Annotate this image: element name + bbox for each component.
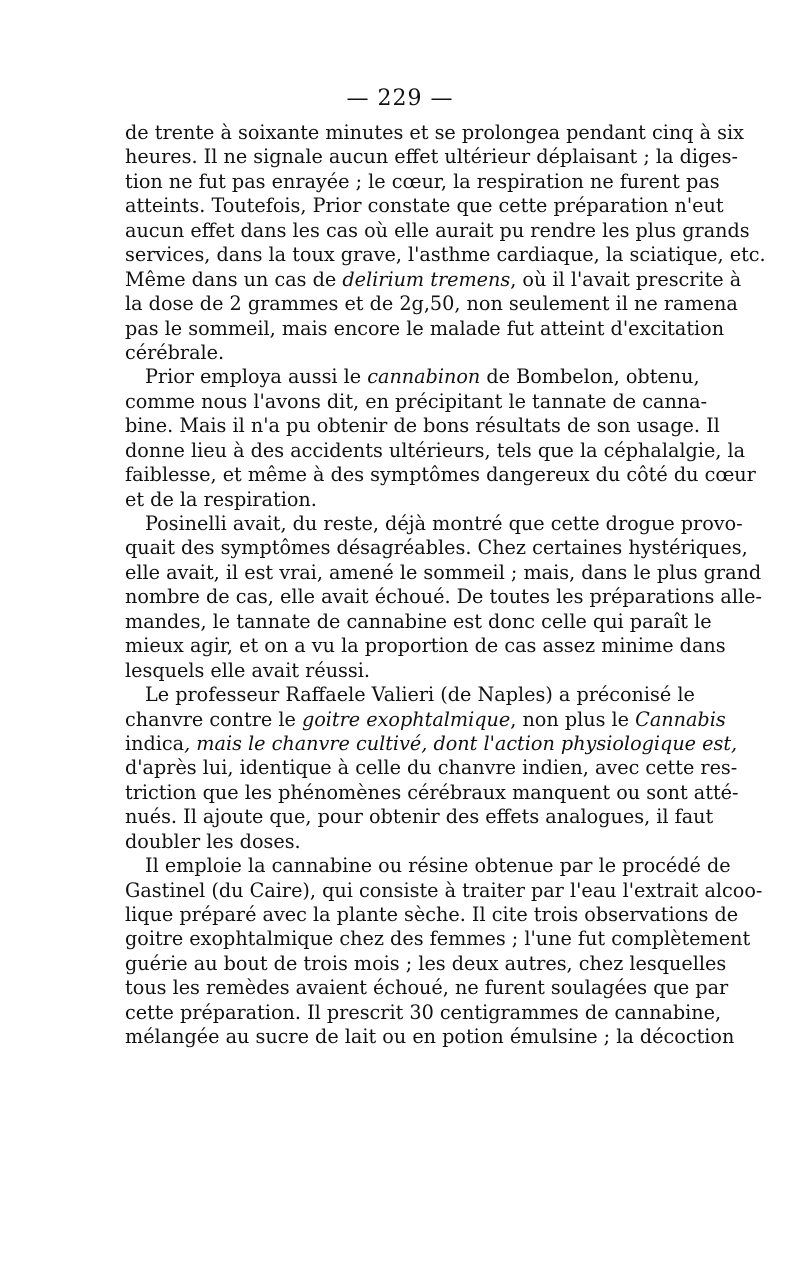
text-segment: Même dans un cas de <box>125 267 343 291</box>
text-segment: Prior employa aussi le <box>145 365 368 389</box>
text-segment: , non plus le <box>510 707 636 731</box>
text-line <box>125 365 700 389</box>
italic-term: , mais le chanvre cultivé, dont l'action physiologique est, <box>184 731 738 755</box>
text-line: et de la respiration. <box>125 487 317 511</box>
text-line: services, dans la toux grave, l'asthme cardiaque, la sciatique, etc. <box>125 243 766 267</box>
text-line: faiblesse, et même à des symptômes dangereux du côté du cœur <box>125 463 756 487</box>
text-line: mélangée au sucre de lait ou en potion émulsine ; la décoction <box>125 1025 735 1049</box>
text-segment: indica <box>125 731 185 755</box>
text-line: cette préparation. Il prescrit 30 centigrammes de cannabine, <box>125 1000 722 1024</box>
text-line: bine. Mais il n'a pu obtenir de bons résultats de son usage. Il <box>125 414 720 438</box>
italic-term: Cannabis <box>635 707 726 731</box>
text-line: la dose de 2 grammes et de 2g,50, non seulement il ne ramena <box>125 292 738 316</box>
text-line: nombre de cas, elle avait échoué. De toutes les préparations alle- <box>125 585 762 609</box>
text-line: comme nous l'avons dit, en précipitant le tannate de canna- <box>125 389 708 413</box>
text-line: goitre exophtalmique chez des femmes ; l'une fut complètement <box>125 927 751 951</box>
text-line: cérébrale. <box>125 340 225 364</box>
text-line: guérie au bout de trois mois ; les deux autres, chez lesquelles <box>125 951 727 975</box>
text-line: triction que les phénomènes cérébraux manquent ou sont atté- <box>125 780 739 804</box>
text-line: nués. Il ajoute que, pour obtenir des effets analogues, il faut <box>125 805 714 829</box>
italic-term: cannabinon <box>367 365 481 389</box>
text-line: atteints. Toutefois, Prior constate que cette préparation n'eut <box>125 194 724 218</box>
text-line: mandes, le tannate de cannabine est donc celle qui paraît le <box>125 609 712 633</box>
text-line: mieux agir, et on a vu la proportion de cas assez minime dans <box>125 634 726 658</box>
text-line: de trente à soixante minutes et se prolongea pendant cinq à six <box>125 121 744 144</box>
text-line: elle avait, il est vrai, amené le sommeil ; mais, dans le plus grand <box>125 560 762 584</box>
text-line <box>125 267 742 292</box>
text-line: lique préparé avec la plante sèche. Il cite trois observations de <box>125 903 739 926</box>
text-line: tion ne fut pas enrayée ; le cœur, la respiration ne furent pas <box>125 169 720 193</box>
text-line: doubler les doses. <box>125 829 301 853</box>
text-line: heures. Il ne signale aucun effet ultérieur déplaisant ; la diges- <box>125 145 738 169</box>
text-line: tous les remèdes avaient échoué, ne furent soulagées que par <box>125 976 729 1000</box>
text-segment: de Bombelon, obtenu, <box>480 365 700 389</box>
italic-term: delirium tremens <box>342 267 511 291</box>
text-line: d'après lui, identique à celle du chanvre indien, avec cette res- <box>125 756 738 780</box>
text-line: aucun effet dans les cas où elle aurait pu rendre les plus grands <box>125 218 750 242</box>
page-number: — 229 — <box>346 86 454 111</box>
text-line <box>125 707 726 732</box>
text-line <box>125 731 738 756</box>
text-segment: , où il l'avait prescrite à <box>510 267 742 291</box>
text-line: lesquels elle avait réussi. <box>125 658 370 682</box>
text-line: quait des symptômes désagréables. Chez certaines hystériques, <box>125 536 748 560</box>
text-line: pas le sommeil, mais encore le malade fut atteint d'excitation <box>125 316 725 340</box>
text-segment: chanvre contre le <box>125 707 302 731</box>
text-line: Il emploie la cannabine ou résine obtenue par le procédé de <box>145 854 731 878</box>
text-line: Le professeur Raffaele Valieri (de Naples) a préconisé le <box>145 683 695 707</box>
text-line: donne lieu à des accidents ultérieurs, tels que la céphalalgie, la <box>125 438 746 462</box>
text-line: Posinelli avait, du reste, déjà montré que cette drogue provo- <box>145 512 743 535</box>
text-line: Gastinel (du Caire), qui consiste à traiter par l'eau l'extrait alcoo- <box>125 878 763 902</box>
italic-term: goitre exophtalmique <box>301 707 511 731</box>
body-text <box>125 121 766 1050</box>
